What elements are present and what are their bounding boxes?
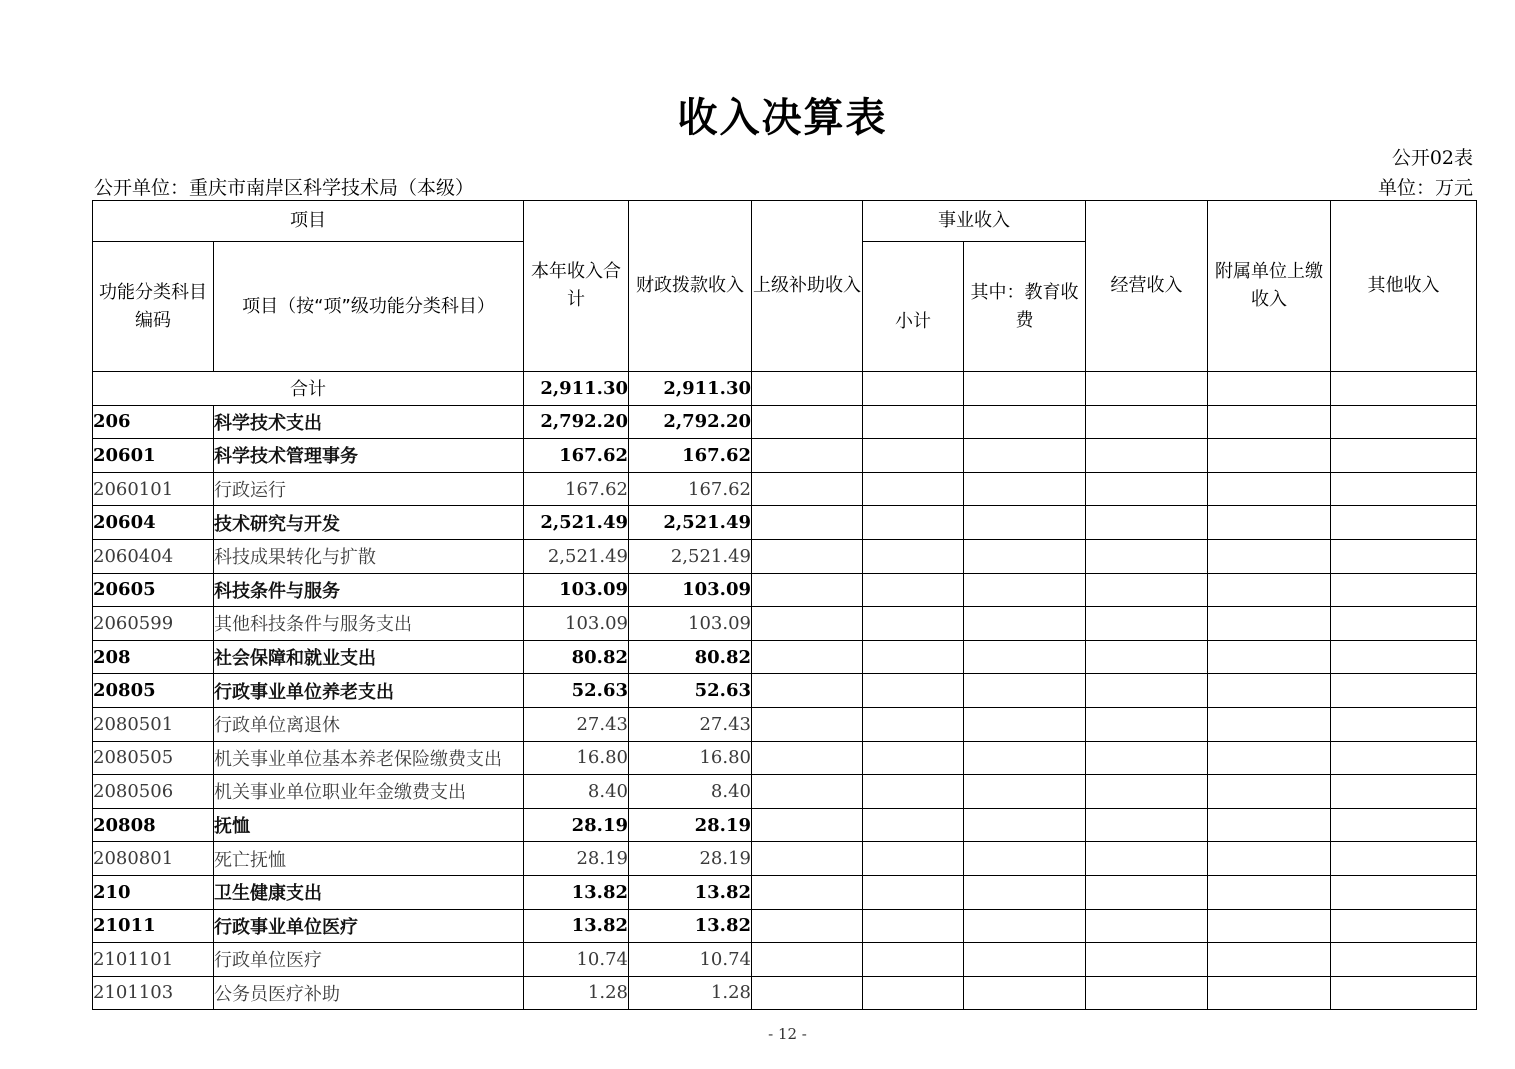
empty-cell [964, 909, 1086, 943]
empty-cell [863, 943, 964, 977]
empty-cell [863, 472, 964, 506]
row-fiscal-income: 13.82 [629, 875, 752, 909]
header-subtotal: 小计 [863, 242, 964, 372]
empty-cell [752, 674, 863, 708]
empty-cell [863, 506, 964, 540]
empty-cell [1208, 640, 1331, 674]
empty-cell [752, 808, 863, 842]
row-code: 20805 [93, 674, 214, 708]
table-row [93, 875, 1477, 909]
empty-cell [752, 607, 863, 641]
empty-cell [1331, 506, 1477, 540]
row-code: 2060404 [93, 539, 214, 573]
row-code: 206 [93, 405, 214, 439]
row-total-income: 8.40 [524, 775, 629, 809]
empty-cell [1086, 842, 1208, 876]
empty-cell [964, 439, 1086, 473]
table-row [93, 607, 1477, 641]
row-item-name: 行政运行 [214, 472, 524, 506]
empty-cell [1331, 472, 1477, 506]
empty-cell [964, 539, 1086, 573]
row-total-income: 52.63 [524, 674, 629, 708]
empty-cell [752, 539, 863, 573]
empty-cell [752, 875, 863, 909]
table-row [93, 842, 1477, 876]
row-item-name: 科学技术管理事务 [214, 439, 524, 473]
row-item-name: 抚恤 [214, 808, 524, 842]
empty-cell [1331, 439, 1477, 473]
row-item-name: 其他科技条件与服务支出 [214, 607, 524, 641]
row-item-name: 机关事业单位基本养老保险缴费支出 [214, 741, 524, 775]
empty-cell [1086, 707, 1208, 741]
row-fiscal-income: 80.82 [629, 640, 752, 674]
table-row [93, 539, 1477, 573]
empty-cell [863, 808, 964, 842]
empty-cell [1086, 909, 1208, 943]
empty-cell [1208, 741, 1331, 775]
empty-cell [1208, 439, 1331, 473]
table-row [93, 573, 1477, 607]
header-education-fee: 其中：教育收费 [964, 242, 1086, 372]
empty-cell [863, 707, 964, 741]
header-superior-subsidy: 上级补助收入 [752, 201, 863, 372]
empty-cell [863, 573, 964, 607]
row-code: 2080501 [93, 707, 214, 741]
row-code: 2080801 [93, 842, 214, 876]
empty-cell [752, 775, 863, 809]
empty-cell [1208, 976, 1331, 1010]
row-total-income: 13.82 [524, 875, 629, 909]
empty-cell [964, 775, 1086, 809]
empty-cell [1208, 842, 1331, 876]
currency-unit: 单位：万元 [1377, 177, 1473, 199]
empty-cell [1208, 607, 1331, 641]
empty-cell [863, 674, 964, 708]
header-item-name: 项目（按“项”级功能分类科目） [214, 242, 524, 372]
empty-cell [752, 943, 863, 977]
row-fiscal-income: 16.80 [629, 741, 752, 775]
empty-cell [1208, 674, 1331, 708]
empty-cell [752, 976, 863, 1010]
empty-cell [752, 909, 863, 943]
empty-cell [752, 741, 863, 775]
empty-cell [752, 640, 863, 674]
empty-cell [863, 976, 964, 1010]
table-row [93, 405, 1477, 439]
empty-cell [964, 842, 1086, 876]
row-fiscal-income: 2,521.49 [629, 539, 752, 573]
empty-cell [1086, 808, 1208, 842]
table-row [93, 640, 1477, 674]
empty-cell [1331, 707, 1477, 741]
empty-cell [752, 506, 863, 540]
empty-cell [1208, 405, 1331, 439]
row-code: 20605 [93, 573, 214, 607]
row-code: 2080505 [93, 741, 214, 775]
row-item-name: 行政事业单位养老支出 [214, 674, 524, 708]
row-code: 20601 [93, 439, 214, 473]
empty-cell [863, 607, 964, 641]
header-other: 其他收入 [1331, 201, 1477, 372]
empty-cell [1086, 943, 1208, 977]
table-row [93, 506, 1477, 540]
empty-cell [964, 741, 1086, 775]
table-row [93, 943, 1477, 977]
header-affiliated: 附属单位上缴收入 [1208, 201, 1331, 372]
row-fiscal-income: 1.28 [629, 976, 752, 1010]
row-item-name: 行政单位医疗 [214, 943, 524, 977]
row-fiscal-income: 28.19 [629, 842, 752, 876]
empty-cell [964, 875, 1086, 909]
empty-cell [863, 875, 964, 909]
row-item-name: 技术研究与开发 [214, 506, 524, 540]
table-row [93, 472, 1477, 506]
empty-cell [964, 472, 1086, 506]
table-row [93, 808, 1477, 842]
table-row [93, 909, 1477, 943]
row-item-name: 行政单位离退休 [214, 707, 524, 741]
empty-cell [752, 842, 863, 876]
empty-cell [863, 539, 964, 573]
empty-cell [1331, 875, 1477, 909]
header-code: 功能分类科目编码 [93, 242, 214, 372]
empty-cell [1331, 640, 1477, 674]
empty-cell [752, 707, 863, 741]
empty-cell [1331, 808, 1477, 842]
row-fiscal-income: 13.82 [629, 909, 752, 943]
empty-cell [1331, 607, 1477, 641]
empty-cell [1208, 875, 1331, 909]
row-total-income: 13.82 [524, 909, 629, 943]
empty-cell [964, 943, 1086, 977]
row-fiscal-income: 28.19 [629, 808, 752, 842]
empty-cell [1086, 607, 1208, 641]
row-code: 208 [93, 640, 214, 674]
row-fiscal-income: 27.43 [629, 707, 752, 741]
table-row [93, 775, 1477, 809]
table-row [93, 976, 1477, 1010]
header-project: 项目 [93, 201, 524, 242]
row-fiscal-income: 52.63 [629, 674, 752, 708]
row-fiscal-income: 103.09 [629, 573, 752, 607]
empty-cell [1331, 539, 1477, 573]
total-row [93, 372, 1477, 406]
empty-cell [964, 674, 1086, 708]
form-number: 公开02表 [1391, 147, 1473, 169]
empty-cell [1086, 405, 1208, 439]
row-code: 2080506 [93, 775, 214, 809]
empty-cell [1086, 573, 1208, 607]
row-code: 2060599 [93, 607, 214, 641]
page-number: - 12 - [768, 1025, 807, 1043]
row-code: 210 [93, 875, 214, 909]
empty-cell [964, 506, 1086, 540]
row-total-income: 80.82 [524, 640, 629, 674]
row-total-income: 167.62 [524, 439, 629, 473]
row-code: 20808 [93, 808, 214, 842]
row-item-name: 公务员医疗补助 [214, 976, 524, 1010]
empty-cell [1086, 472, 1208, 506]
empty-cell [863, 909, 964, 943]
row-code: 21011 [93, 909, 214, 943]
row-fiscal-income: 8.40 [629, 775, 752, 809]
empty-cell [1331, 943, 1477, 977]
empty-cell [1208, 808, 1331, 842]
empty-cell [752, 573, 863, 607]
row-code: 20604 [93, 506, 214, 540]
empty-cell [1331, 976, 1477, 1010]
row-code: 2101101 [93, 943, 214, 977]
row-fiscal-income: 2,792.20 [629, 405, 752, 439]
table-row [93, 707, 1477, 741]
empty-cell [1331, 405, 1477, 439]
row-total-income: 28.19 [524, 808, 629, 842]
row-fiscal-income: 103.09 [629, 607, 752, 641]
empty-cell [863, 405, 964, 439]
empty-cell [964, 707, 1086, 741]
header-business-income: 事业收入 [863, 201, 1086, 242]
empty-cell [863, 439, 964, 473]
empty-cell [863, 842, 964, 876]
row-total-income: 28.19 [524, 842, 629, 876]
table-row [93, 439, 1477, 473]
empty-cell [964, 976, 1086, 1010]
empty-cell [1331, 775, 1477, 809]
empty-cell [1086, 775, 1208, 809]
total-income-value: 2,911.30 [524, 372, 629, 406]
empty-cell [1331, 909, 1477, 943]
row-total-income: 2,521.49 [524, 539, 629, 573]
empty-cell [1086, 674, 1208, 708]
empty-cell [964, 405, 1086, 439]
empty-cell [1086, 741, 1208, 775]
row-item-name: 科技成果转化与扩散 [214, 539, 524, 573]
row-total-income: 103.09 [524, 607, 629, 641]
income-table [92, 200, 1477, 1010]
row-code: 2060101 [93, 472, 214, 506]
table-row [93, 674, 1477, 708]
row-item-name: 科技条件与服务 [214, 573, 524, 607]
reporting-unit: 公开单位：重庆市南岸区科学技术局（本级） [94, 177, 475, 199]
row-total-income: 1.28 [524, 976, 629, 1010]
row-total-income: 167.62 [524, 472, 629, 506]
row-item-name: 科学技术支出 [214, 405, 524, 439]
table-row [93, 741, 1477, 775]
header-operating: 经营收入 [1086, 201, 1208, 372]
empty-cell [1331, 674, 1477, 708]
row-item-name: 社会保障和就业支出 [214, 640, 524, 674]
empty-cell [1208, 506, 1331, 540]
empty-cell [1208, 539, 1331, 573]
row-total-income: 27.43 [524, 707, 629, 741]
row-total-income: 16.80 [524, 741, 629, 775]
empty-cell [964, 607, 1086, 641]
empty-cell [1086, 976, 1208, 1010]
row-total-income: 103.09 [524, 573, 629, 607]
row-fiscal-income: 167.62 [629, 472, 752, 506]
empty-cell [752, 405, 863, 439]
empty-cell [863, 640, 964, 674]
header-total-income: 本年收入合计 [524, 201, 629, 372]
row-total-income: 10.74 [524, 943, 629, 977]
empty-cell [863, 775, 964, 809]
empty-cell [1086, 506, 1208, 540]
empty-cell [1086, 875, 1208, 909]
header-fiscal: 财政拨款收入 [629, 201, 752, 372]
row-code: 2101103 [93, 976, 214, 1010]
empty-cell [1208, 472, 1331, 506]
empty-cell [1331, 842, 1477, 876]
empty-cell [964, 640, 1086, 674]
empty-cell [1331, 573, 1477, 607]
row-item-name: 机关事业单位职业年金缴费支出 [214, 775, 524, 809]
row-fiscal-income: 2,521.49 [629, 506, 752, 540]
empty-cell [1208, 909, 1331, 943]
empty-cell [1086, 539, 1208, 573]
empty-cell [964, 573, 1086, 607]
total-label: 合计 [93, 372, 524, 406]
row-fiscal-income: 10.74 [629, 943, 752, 977]
empty-cell [1208, 707, 1331, 741]
empty-cell [1208, 943, 1331, 977]
row-item-name: 卫生健康支出 [214, 875, 524, 909]
row-item-name: 死亡抚恤 [214, 842, 524, 876]
page-title: 收入决算表 [677, 95, 888, 141]
row-item-name: 行政事业单位医疗 [214, 909, 524, 943]
row-total-income: 2,792.20 [524, 405, 629, 439]
empty-cell [863, 741, 964, 775]
empty-cell [1086, 439, 1208, 473]
empty-cell [964, 808, 1086, 842]
row-total-income: 2,521.49 [524, 506, 629, 540]
empty-cell [1208, 775, 1331, 809]
empty-cell [1208, 573, 1331, 607]
empty-cell [752, 472, 863, 506]
empty-cell [1331, 741, 1477, 775]
row-fiscal-income: 167.62 [629, 439, 752, 473]
empty-cell [752, 439, 863, 473]
total-fiscal-value: 2,911.30 [629, 372, 752, 406]
empty-cell [1086, 640, 1208, 674]
